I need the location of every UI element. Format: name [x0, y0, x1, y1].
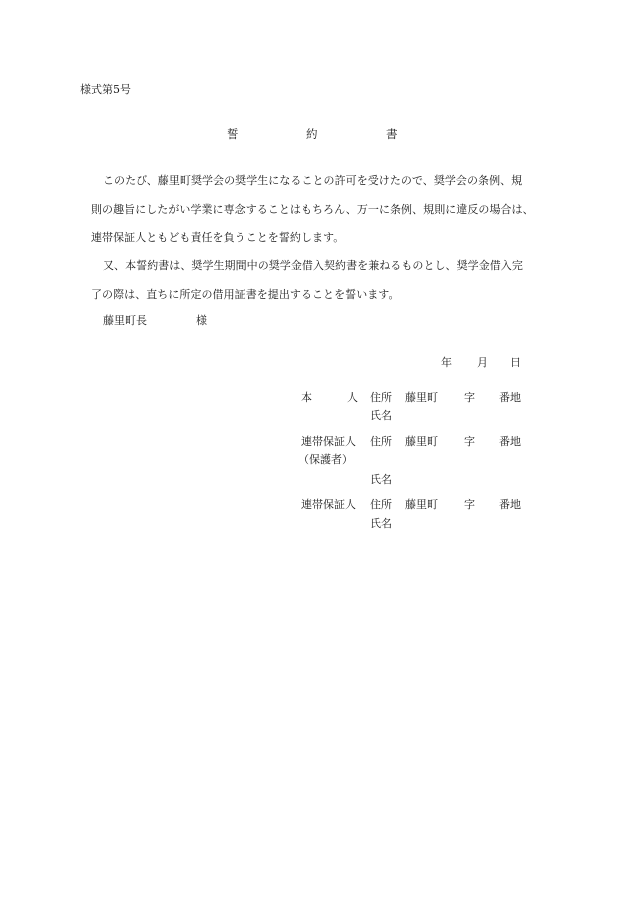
address-label: 住所: [370, 498, 392, 511]
title-char-2: 約: [306, 127, 318, 141]
paragraph-line: このたび、藤里町奨学会の奨学生になることの許可を受けたので、奨学会の条例、規: [103, 174, 523, 187]
signatory-role-part: 本: [301, 391, 312, 404]
paragraph-line: 則の趣旨にしたがい学業に専念することはもちろん、万一に条例、規則に違反の場合は、: [91, 203, 534, 216]
date-month-label: 月: [477, 356, 488, 369]
address-label: 住所: [370, 391, 392, 404]
name-label: 氏名: [370, 409, 392, 422]
addressee-honorific: 様: [196, 314, 207, 327]
date-day-label: 日: [510, 356, 521, 369]
date-year-label: 年: [441, 356, 452, 369]
banchi-label: 番地: [499, 435, 521, 448]
name-label: 氏名: [370, 517, 392, 530]
signatory-role-sub: （保護者）: [298, 453, 353, 466]
town-name: 藤里町: [405, 498, 438, 511]
title-char-1: 誓: [227, 127, 239, 141]
aza-label: 字: [464, 391, 475, 404]
title-char-3: 書: [386, 127, 398, 141]
paragraph-line: 了の際は、直ちに所定の借用証書を提出することを誓います。: [91, 288, 400, 301]
form-number: 様式第5号: [80, 83, 131, 96]
signatory-role: 連帯保証人: [301, 435, 356, 448]
name-label: 氏名: [370, 473, 392, 486]
aza-label: 字: [464, 498, 475, 511]
banchi-label: 番地: [499, 498, 521, 511]
town-name: 藤里町: [405, 391, 438, 404]
paragraph-line: 又、本誓約書は、奨学生期間中の奨学金借入契約書を兼ねるものとし、奨学金借入完: [103, 259, 523, 272]
address-label: 住所: [370, 435, 392, 448]
signatory-role-part: 人: [347, 391, 358, 404]
town-name: 藤里町: [405, 435, 438, 448]
banchi-label: 番地: [499, 391, 521, 404]
paragraph-line: 連帯保証人ともども責任を負うことを誓約します。: [91, 231, 345, 244]
signatory-role: 連帯保証人: [301, 498, 356, 511]
addressee-name: 藤里町長: [103, 314, 147, 327]
aza-label: 字: [464, 435, 475, 448]
